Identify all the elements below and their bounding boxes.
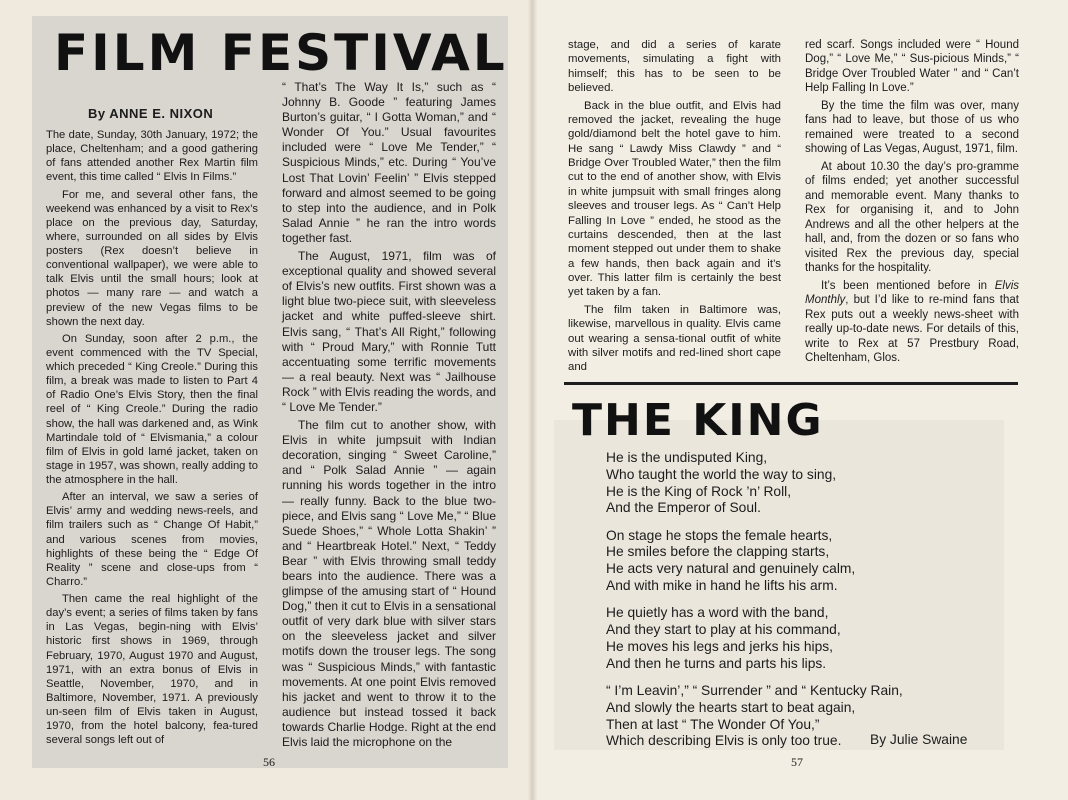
paragraph: The film taken in Baltimore was, likewise, marvellous in quality. Elvis came out wearing a sensa-tional outfit of white with silver motifs and red-lined short cape and — [568, 303, 781, 374]
paragraph: For me, and several other fans, the weekend was enhanced by a visit to Rex’s place on the previous day, Saturday, where, surrounded on all sides by Elvis posters (Rex doesn’t believe in conventional wallpaper), we were able to talk Elvis until the small hours; look at photos — many rare — and watch a preview of the new Vegas films to be shown the next day. — [46, 188, 258, 328]
page-number-left: 56 — [263, 755, 275, 769]
stanza — [606, 605, 1006, 672]
paragraph: The August, 1971, film was of exceptional quality and showed several of Elvis’s new outfits. First shown was a light blue two-piece suit, with sleeveless jacket and white puffed-sleeve shirt. Elvis sang, “ That’s All Right,” following with “ Proud Mary,” with Ronnie Tutt accentuating some terrific movements — a real beauty. Next was “ Jailhouse Rock ” with Elvis reading the words, and “ Love Me Tender.” — [282, 249, 496, 414]
text-run: It’s been mentioned before in — [821, 279, 988, 292]
poem-line: He quietly has a word with the band, — [606, 605, 829, 621]
stanza — [606, 450, 1006, 517]
text-run: , but I’d like to re-mind fans that Rex puts out a weekly news-sheet with really up-to-date news. For details of this, write to Rex at 57 Prestbury Road, Cheltenham, Glos. — [805, 294, 1019, 365]
paragraph: By the time the film was over, many fans had to leave, but those of us who remained were treated to a second showing of Las Vegas, August, 1971, film. — [805, 99, 1019, 156]
stanza — [606, 528, 1006, 595]
article-column-2 — [282, 80, 496, 750]
poem-line: He moves his legs and jerks his hips, — [606, 638, 833, 654]
paragraph: On Sunday, soon after 2 p.m., the event commenced with the TV Special, which preceded “ King Creole.” During this film, a break was made to listen to Part 4 of Radio One’s Elvis Story, then the final reel of “ King Creole.” During the radio show, the hall was darkened and, as Wink Martindale told of “ Elvismania,” a colour film of Elvis in gold lamé jacket, taken on stage in 1957, was shown, really adding to the atmosphere in the hall. — [46, 332, 258, 486]
paragraph: The date, Sunday, 30th January, 1972; the place, Cheltenham; and a good gathering of fans attended another Rex Martin film event, this time called “ Elvis In Films.” — [46, 129, 258, 184]
poem-line: Then at last “ The Wonder Of You,” — [606, 716, 820, 732]
paragraph: “ That’s The Way It Is,” such as “ Johnny B. Goode ” featuring James Burton’s guitar, “ I Gotta Woman,” and “ Wonder Of You.” Usual favourites included were “ Love Me Tender,” “ Suspicious Minds,” etc. During “ You’ve Lost That Lovin’ Feelin’ ” Elvis stepped forward and almost seemed to be going to step into the audience, and in Polk Salad Annie ” he ran the intro words together fast. — [282, 80, 496, 245]
poem-line: He smiles before the clapping starts, — [606, 544, 830, 560]
poem-line: And slowly the hearts start to beat again, — [606, 699, 856, 715]
poem-title: THE KING — [572, 395, 824, 446]
poem-line: He is the King of Rock ’n’ Roll, — [606, 483, 792, 499]
poem-line: On stage he stops the female hearts, — [606, 527, 833, 543]
poem-line: And then he turns and parts his lips. — [606, 655, 827, 671]
poem — [606, 450, 1006, 761]
article-column-1 — [46, 128, 258, 747]
paragraph: Then came the real highlight of the day’s event; a series of films taken by fans in Las Vegas, begin-ning with Elvis’ historic first shows in 1969, through February, 1970, August 1970 and August, 1971, with an extra bonus of Elvis in Seattle, November, 1970, and in Baltimore, November, 1971. A previously un-seen film of Elvis taken in August, 1970, from the hotel balcony, fea-tured several songs left out of — [46, 593, 258, 747]
paragraph: Back in the blue outfit, and Elvis had removed the jacket, revealing the huge gold/diamond belt the hotel gave to him. He sang “ Lawdy Miss Clawdy ” and “ Bridge Over Troubled Water,” then the film cut to the end of another show, with Elvis in white jumpsuit with small fringes along sleeves and trouser legs. As “ Can’t Help Falling In Love ” ended, he stood as the curtains descended, then at the last moment stepped out under them to shake a few hands, then back again and it’s over. This latter film is certainly the best yet taken by a fan. — [568, 99, 781, 299]
poem-line: Who taught the world the way to sing, — [606, 466, 837, 482]
paragraph: The film cut to another show, with Elvis in white jumpsuit with Indian decoration, singing “ Sweet Caroline,” and “ Polk Salad Annie ” — again running his words together in the intro — really funny. Back to the blue two-piece, and Elvis sang “ Love Me,” “ Blue Suede Shoes,” “ Whole Lotta Shakin’ ” and “ Heartbreak Hotel.” Next, “ Teddy Bear ” with Elvis throwing small teddy bears into the audience. There was a glimpse of the amusing start of “ Hound Dog,” then it cut to Elvis in a sensational outfit of very dark blue with silver stars on the sleeveless jacket and silver motifs down the trouser legs. The song was “ Suspicious Minds,” with fantastic movements. At one point Elvis removed his jacket and went to throw it to the audience but instead tossed it back towards Charlie Hodge. Right at the end Elvis laid the microphone on the — [282, 418, 496, 750]
paragraph: stage, and did a series of karate movements, simulating a fight with himself; this has to be seen to be believed. — [568, 39, 781, 95]
book-gutter — [528, 0, 538, 800]
article-title: FILM FESTIVAL — [54, 24, 508, 82]
article-column-3 — [568, 38, 781, 375]
paragraph: red scarf. Songs included were “ Hound Dog,” “ Love Me,” “ Sus-picious Minds,” “ Bridge Over Troubled Water ” and “ Can’t Help Falling In Love.” — [805, 39, 1019, 95]
poem-author: By Julie Swaine — [870, 732, 968, 747]
paragraph — [805, 279, 1019, 366]
poem-line: He is the undisputed King, — [606, 450, 768, 465]
poem-line: And with mike in hand he lifts his arm. — [606, 578, 838, 594]
magazine-name: Elvis Monthly — [805, 279, 1019, 307]
page-number-right: 57 — [791, 755, 803, 769]
poem-line: “ I’m Leavin’,” “ Surrender ” and “ Kentucky Rain, — [606, 683, 903, 699]
poem-line: And the Emperor of Soul. — [606, 500, 761, 516]
article-column-4 — [805, 38, 1019, 366]
section-divider — [564, 382, 1018, 385]
byline: By ANNE E. NIXON — [88, 106, 214, 121]
paragraph: After an interval, we saw a series of Elvis’ army and wedding news-reels, and film trailers such as “ Change Of Habit,” and various scenes from movies, highlights of these being the “ Edge Of Reality ” scene and close-ups from “ Charro.” — [46, 491, 258, 588]
poem-line: Which describing Elvis is only too true. — [606, 733, 842, 749]
paragraph: At about 10.30 the day’s pro-gramme of films ended; yet another successful and memorable event. Many thanks to Rex for organising it, and to John Andrews and all the other helpers at the hall, and, from the dozen or so fans who visited Rex the previous day, special thanks for the hospitality. — [805, 160, 1019, 275]
poem-line: And they start to play at his command, — [606, 622, 841, 638]
poem-line: He acts very natural and genuinely calm, — [606, 561, 856, 577]
